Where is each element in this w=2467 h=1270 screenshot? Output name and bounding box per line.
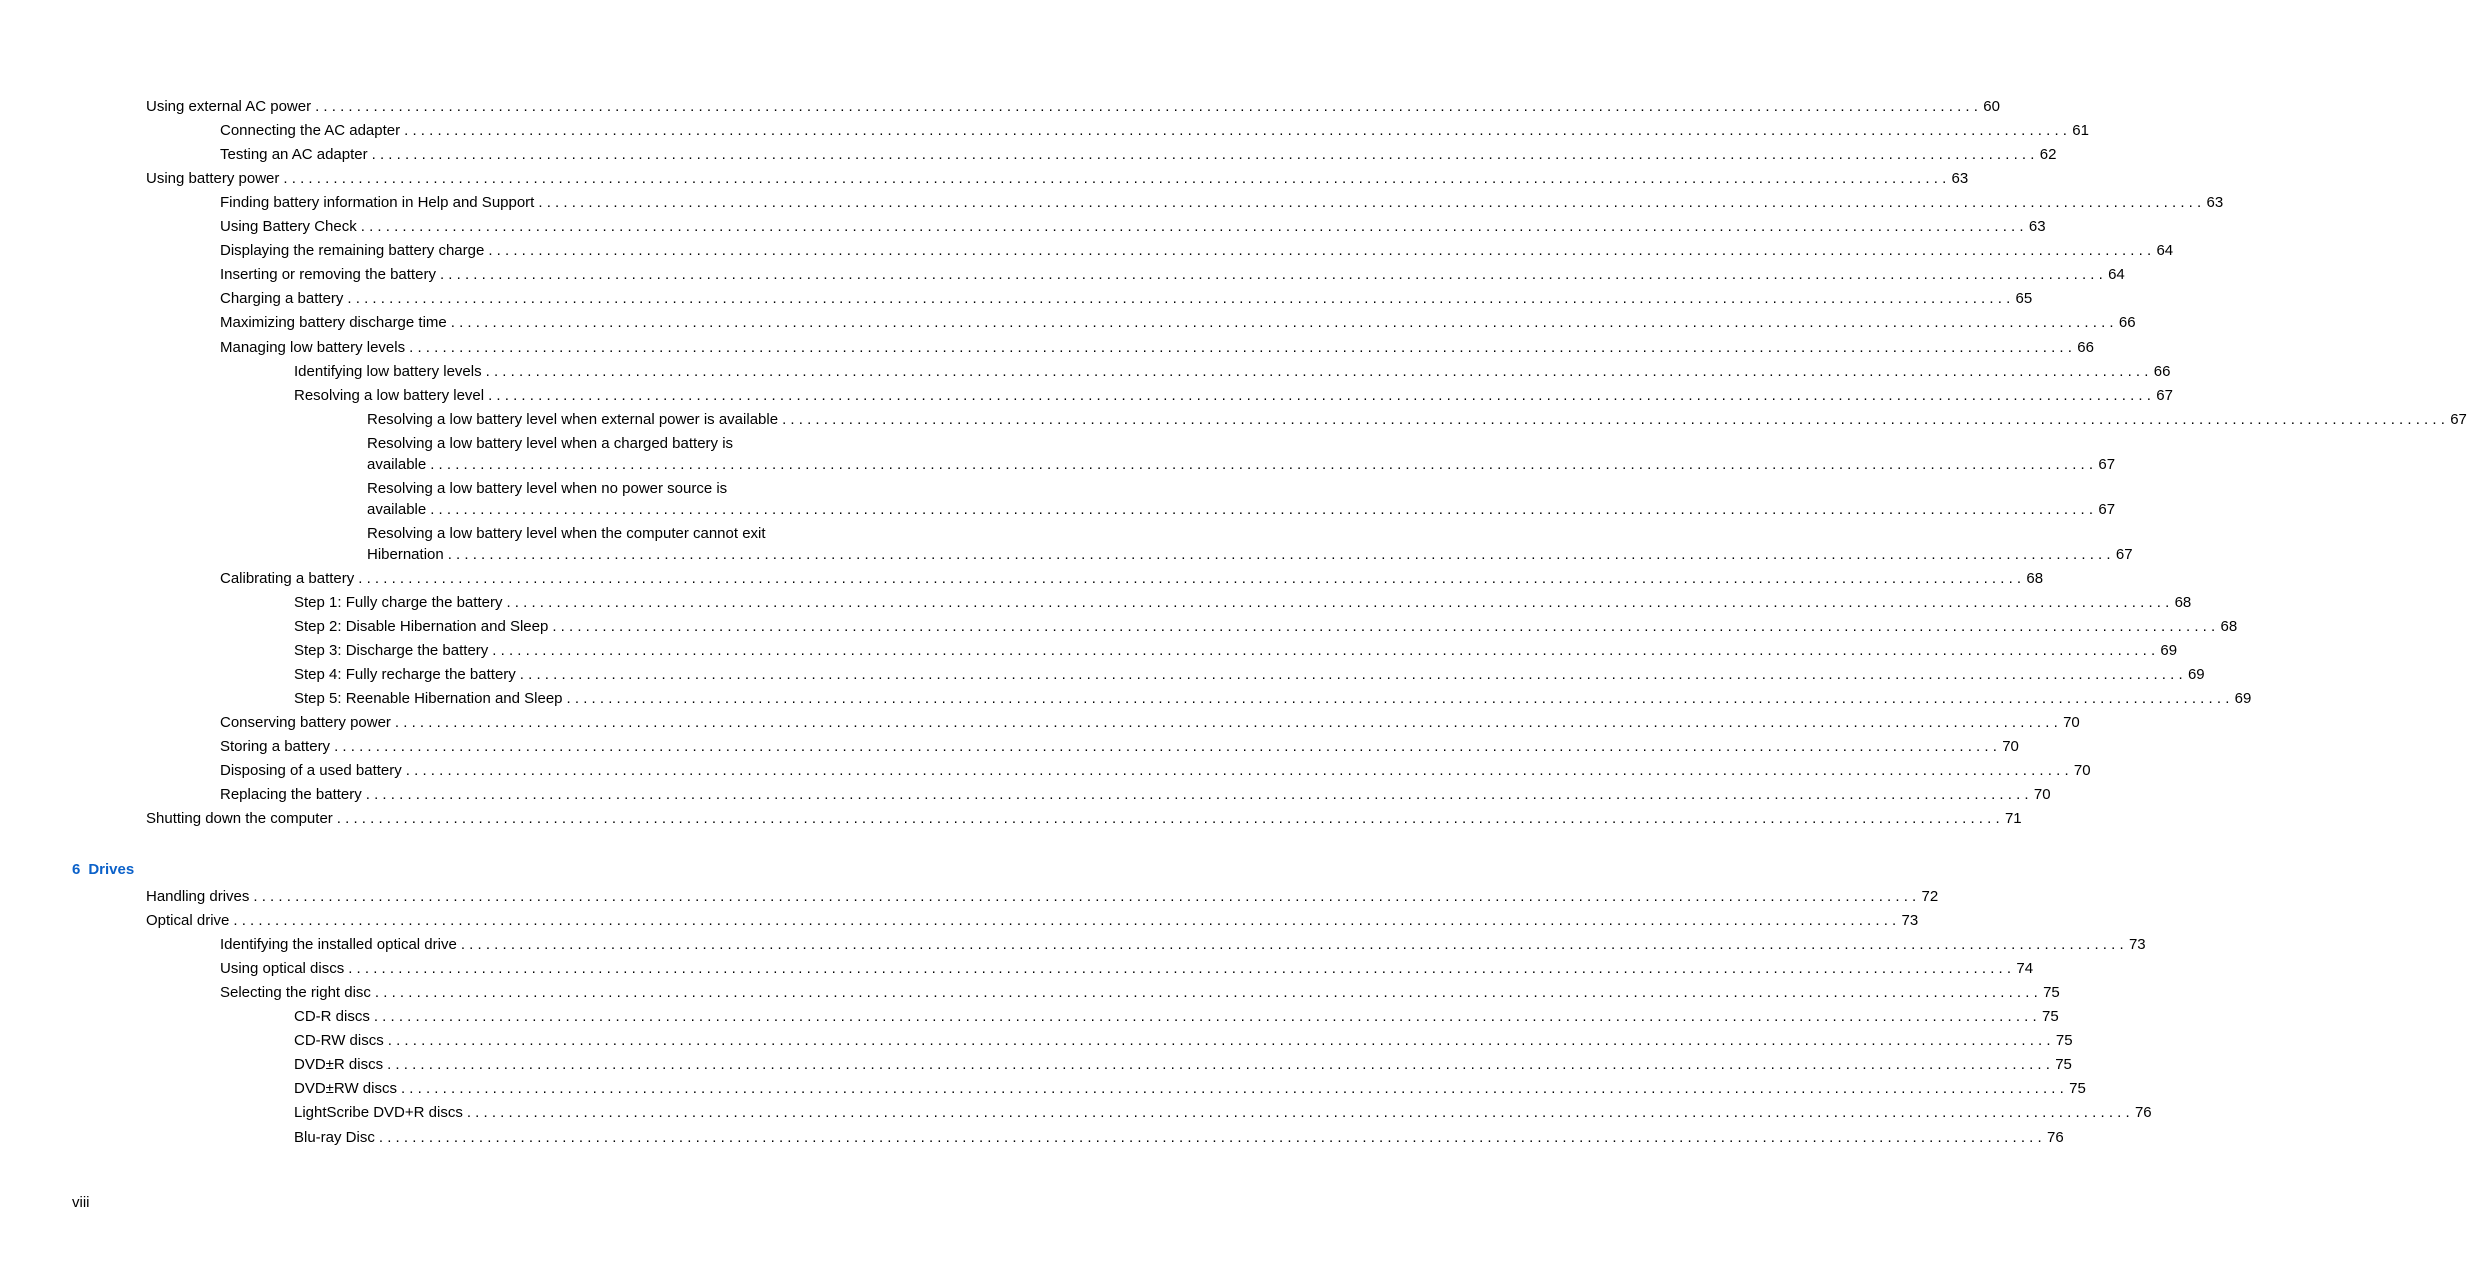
toc-page-number: 71 [2004,810,2022,828]
toc-entry[interactable] [220,288,2033,309]
toc-entry-title-continued: available [367,500,427,518]
dot-leader: . . . . . . . . . . . . . . . . . . . . . . . . . . . . . . . . . . . . . . . . . . . . . . . . . . . . . . . . . . . . . . . . . . . . . . . . . . . . . . . . . . . . . . . . . . . . . . . . . . . . . . . . . . . . . . . . . . . . . . . . . . . . . . . . . . . . . . . . . . . . . . . . . . . . . . . . . . . . . . . . . . . . . . . . . . . . . . . . . . . . . . . . . . . . . . . . . . . . . . . . [334,738,1997,756]
toc-page-number: 62 [2039,146,2057,164]
toc-entry[interactable] [294,385,2173,406]
toc-page-number: 72 [1921,888,1939,905]
toc-page-number: 75 [2041,1008,2059,1026]
dot-leader: . . . . . . . . . . . . . . . . . . . . . . . . . . . . . . . . . . . . . . . . . . . . . . . . . . . . . . . . . . . . . . . . . . . . . . . . . . . . . . . . . . . . . . . . . . . . . . . . . . . . . . . . . . . . . . . . . . . . . . . . . . . . . . . . . . . . . . . . . . . . . . . . . . . . . . . . . . . . . . . . . . . . . . . . . . . . . . . . . . . . . . . . . . . . . . . . . . . . . . . . [782,410,2445,428]
toc-entry[interactable] [146,910,1919,931]
toc-page-number: 76 [2134,1104,2152,1122]
toc-page-number: 70 [2002,738,2019,756]
toc-page-number: 74 [2016,960,2034,978]
dot-leader: . . . . . . . . . . . . . . . . . . . . . . . . . . . . . . . . . . . . . . . . . . . . . . . . . . . . . . . . . . . . . . . . . . . . . . . . . . . . . . . . . . . . . . . . . . . . . . . . . . . . . . . . . . . . . . . . . . . . . . . . . . . . . . . . . . . . . . . . . . . . . . . . . . . . . . . . . . . . . . . . . . . . . . . . . . . . . . . . . . . . . . . . . . . . . . . . . . . . . . . . [450,314,2114,332]
toc-entry-title: Inserting or removing the battery [220,266,436,284]
toc-entry[interactable] [294,1078,2086,1099]
toc-page-number: 70 [2073,762,2091,780]
dot-leader: . . . . . . . . . . . . . . . . . . . . . . . . . . . . . . . . . . . . . . . . . . . . . . . . . . . . . . . . . . . . . . . . . . . . . . . . . . . . . . . . . . . . . . . . . . . . . . . . . . . . . . . . . . . . . . . . . . . . . . . . . . . . . . . . . . . . . . . . . . . . . . . . . . . . . . . . . . . . . . . . . . . . . . . . . . . . . . . . . . . . . . . . . . . . . . . . . . . . . . . . [400,1080,2064,1098]
toc-entry[interactable] [294,592,2192,613]
toc-entry-title: DVD±RW discs [294,1080,397,1098]
dot-leader: . . . . . . . . . . . . . . . . . . . . . . . . . . . . . . . . . . . . . . . . . . . . . . . . . . . . . . . . . . . . . . . . . . . . . . . . . . . . . . . . . . . . . . . . . . . . . . . . . . . . . . . . . . . . . . . . . . . . . . . . . . . . . . . . . . . . . . . . . . . . . . . . . . . . . . . . . . . . . . . . . . . . . . . . . . . . . . . . . . . . . . . . . . . . . . . . . . . . . . . . [371,146,2035,164]
dot-leader: . . . . . . . . . . . . . . . . . . . . . . . . . . . . . . . . . . . . . . . . . . . . . . . . . . . . . . . . . . . . . . . . . . . . . . . . . . . . . . . . . . . . . . . . . . . . . . . . . . . . . . . . . . . . . . . . . . . . . . . . . . . . . . . . . . . . . . . . . . . . . . . . . . . . . . . . . . . . . . . . . . . . . . . . . . . . . . . . . . . . . . . . . . . . . . . . . . . . . . . . [439,266,2103,284]
toc-page-number: 73 [1901,912,1919,930]
dot-leader: . . . . . . . . . . . . . . . . . . . . . . . . . . . . . . . . . . . . . . . . . . . . . . . . . . . . . . . . . . . . . . . . . . . . . . . . . . . . . . . . . . . . . . . . . . . . . . . . . . . . . . . . . . . . . . . . . . . . . . . . . . . . . . . . . . . . . . . . . . . . . . . . . . . . . . . . . . . . . . . . . . . . . . . . . . . . . . . . . . . . . . . . . . . . . . . . . . . . . . . . [466,1104,2130,1122]
toc-page-number: 73 [2128,936,2146,954]
toc-entry[interactable] [220,120,2089,141]
toc-page-number: 63 [1951,170,1969,188]
toc-entry-title: Storing a battery [220,738,331,756]
toc-page-number: 67 [2115,545,2133,563]
dot-leader: . . . . . . . . . . . . . . . . . . . . . . . . . . . . . . . . . . . . . . . . . . . . . . . . . . . . . . . . . . . . . . . . . . . . . . . . . . . . . . . . . . . . . . . . . . . . . . . . . . . . . . . . . . . . . . . . . . . . . . . . . . . . . . . . . . . . . . . . . . . . . . . . . . . . . . . . . . . . . . . . . . . . . . . . . . . . . . . . . . . . . . . . . . . . . . . . . . . . . . . . [538,194,2202,212]
toc-entry-title: Using battery power [146,170,280,188]
dot-leader: . . . . . . . . . . . . . . . . . . . . . . . . . . . . . . . . . . . . . . . . . . . . . . . . . . . . . . . . . . . . . . . . . . . . . . . . . . . . . . . . . . . . . . . . . . . . . . . . . . . . . . . . . . . . . . . . . . . . . . . . . . . . . . . . . . . . . . . . . . . . . . . . . . . . . . . . . . . . . . . . . . . . . . . . . . . . . . . . . . . . . . . . . . . . . . . . . . . . . . . . [485,362,2149,380]
toc-page-number: 70 [2063,714,2080,732]
toc-entry-title: Testing an AC adapter [220,146,368,164]
toc-entry-title: Using optical discs [220,960,345,978]
toc-entry[interactable] [294,1030,2073,1051]
dot-leader: . . . . . . . . . . . . . . . . . . . . . . . . . . . . . . . . . . . . . . . . . . . . . . . . . . . . . . . . . . . . . . . . . . . . . . . . . . . . . . . . . . . . . . . . . . . . . . . . . . . . . . . . . . . . . . . . . . . . . . . . . . . . . . . . . . . . . . . . . . . . . . . . . . . . . . . . . . . . . . . . . . . . . . . . . . . . . . . . . . . . . . . . . . . . . . . . . . . . . . . . [404,122,2067,140]
toc-entry-title-continued: Hibernation [367,545,444,563]
dot-leader: . . . . . . . . . . . . . . . . . . . . . . . . . . . . . . . . . . . . . . . . . . . . . . . . . . . . . . . . . . . . . . . . . . . . . . . . . . . . . . . . . . . . . . . . . . . . . . . . . . . . . . . . . . . . . . . . . . . . . . . . . . . . . . . . . . . . . . . . . . . . . . . . . . . . . . . . . . . . . . . . . . . . . . . . . . . . . . . . . . . . . . . . . . . . . . . . . . . . . . . . [394,714,2058,732]
toc-entry-title: Handling drives [146,888,250,905]
dot-leader: . . . . . . . . . . . . . . . . . . . . . . . . . . . . . . . . . . . . . . . . . . . . . . . . . . . . . . . . . . . . . . . . . . . . . . . . . . . . . . . . . . . . . . . . . . . . . . . . . . . . . . . . . . . . . . . . . . . . . . . . . . . . . . . . . . . . . . . . . . . . . . . . . . . . . . . . . . . . . . . . . . . . . . . . . . . . . . . . . . . . . . . . . . . . . . . . . . . . . . . . [405,762,2069,780]
toc-entry-title: Resolving a low battery level [294,386,485,404]
toc-page-number: 63 [2206,194,2224,212]
dot-leader: . . . . . . . . . . . . . . . . . . . . . . . . . . . . . . . . . . . . . . . . . . . . . . . . . . . . . . . . . . . . . . . . . . . . . . . . . . . . . . . . . . . . . . . . . . . . . . . . . . . . . . . . . . . . . . . . . . . . . . . . . . . . . . . . . . . . . . . . . . . . . . . . . . . . . . . . . . . . . . . . . . . . . . . . . . . . . . . . . . . . . . . . . . . . . . . . . . . . . . . . [566,690,2230,708]
dot-leader: . . . . . . . . . . . . . . . . . . . . . . . . . . . . . . . . . . . . . . . . . . . . . . . . . . . . . . . . . . . . . . . . . . . . . . . . . . . . . . . . . . . . . . . . . . . . . . . . . . . . . . . . . . . . . . . . . . . . . . . . . . . . . . . . . . . . . . . . . . . . . . . . . . . . . . . . . . . . . . . . . . . . . . . . . . . . . . . . . . . . . . . . . . . . . . . . . . . . . . . . [365,786,2029,804]
dot-leader: . . . . . . . . . . . . . . . . . . . . . . . . . . . . . . . . . . . . . . . . . . . . . . . . . . . . . . . . . . . . . . . . . . . . . . . . . . . . . . . . . . . . . . . . . . . . . . . . . . . . . . . . . . . . . . . . . . . . . . . . . . . . . . . . . . . . . . . . . . . . . . . . . . . . . . . . . . . . . . . . . . . . . . . . . . . . . . . . . . . . . . . . . . . . . . . . . . . . . . . . [233,912,1897,930]
dot-leader: . . . . . . . . . . . . . . . . . . . . . . . . . . . . . . . . . . . . . . . . . . . . . . . . . . . . . . . . . . . . . . . . . . . . . . . . . . . . . . . . . . . . . . . . . . . . . . . . . . . . . . . . . . . . . . . . . . . . . . . . . . . . . . . . . . . . . . . . . . . . . . . . . . . . . . . . . . . . . . . . . . . . . . . . . . . . . . . . . . . . . . . . . . . . . . . . . . . . . . . . [387,1056,2050,1074]
toc-entry-title: LightScribe DVD+R discs [294,1104,463,1122]
toc-page-number: 68 [2026,569,2044,587]
dot-leader: . . . . . . . . . . . . . . . . . . . . . . . . . . . . . . . . . . . . . . . . . . . . . . . . . . . . . . . . . . . . . . . . . . . . . . . . . . . . . . . . . . . . . . . . . . . . . . . . . . . . . . . . . . . . . . . . . . . . . . . . . . . . . . . . . . . . . . . . . . . . . . . . . . . . . . . . . . . . . . . . . . . . . . . . . . . . . . . . . . . . . . . . . . . . . . . . . . . . . . . . [552,617,2216,635]
toc-entry[interactable] [220,312,2136,333]
toc-entry[interactable] [220,712,2080,733]
toc-page-number: 67 [2098,500,2116,518]
toc-page-number: 68 [2220,617,2238,635]
toc-entry-title: Maximizing battery discharge time [220,314,447,332]
dot-leader: . . . . . . . . . . . . . . . . . . . . . . . . . . . . . . . . . . . . . . . . . . . . . . . . . . . . . . . . . . . . . . . . . . . . . . . . . . . . . . . . . . . . . . . . . . . . . . . . . . . . . . . . . . . . . . . . . . . . . . . . . . . . . . . . . . . . . . . . . . . . . . . . . . . . . . . . . . . . . . . . . . . . . . . . . . . . . . . . . . . . . . . . . . . . . . . . . . . . . . . . [519,666,2183,684]
dot-leader: . . . . . . . . . . . . . . . . . . . . . . . . . . . . . . . . . . . . . . . . . . . . . . . . . . . . . . . . . . . . . . . . . . . . . . . . . . . . . . . . . . . . . . . . . . . . . . . . . . . . . . . . . . . . . . . . . . . . . . . . . . . . . . . . . . . . . . . . . . . . . . . . . . . . . . . . . . . . . . . . . . . . . . . . . . . . . . . . . . . . . . . . . . . . . . . . . . . . . . . . [460,936,2124,954]
dot-leader: . . . . . . . . . . . . . . . . . . . . . . . . . . . . . . . . . . . . . . . . . . . . . . . . . . . . . . . . . . . . . . . . . . . . . . . . . . . . . . . . . . . . . . . . . . . . . . . . . . . . . . . . . . . . . . . . . . . . . . . . . . . . . . . . . . . . . . . . . . . . . . . . . . . . . . . . . . . . . . . . . . . . . . . . . . . . . . . . . . . . . . . . . . . . . . . . . . . . . . . . [315,98,1978,115]
toc-page-number: 69 [2187,666,2205,684]
chapter-heading[interactable] [72,859,134,880]
toc-entry-title: Step 5: Reenable Hibernation and Sleep [294,690,563,708]
toc-page-number: 75 [2043,984,2060,1002]
toc-entry-title: Resolving a low battery level when no power source is [367,479,728,497]
toc-entry-title: Disposing of a used battery [220,762,402,780]
page-number-footer: viii [72,1194,90,1211]
toc-entry-title: Finding battery information in Help and Support [220,194,535,212]
toc-page-number: 61 [2072,122,2089,140]
toc-entry[interactable] [220,568,2044,589]
toc-entry-title: Using Battery Check [220,218,357,236]
toc-entry[interactable] [220,934,2146,955]
dot-leader: . . . . . . . . . . . . . . . . . . . . . . . . . . . . . . . . . . . . . . . . . . . . . . . . . . . . . . . . . . . . . . . . . . . . . . . . . . . . . . . . . . . . . . . . . . . . . . . . . . . . . . . . . . . . . . . . . . . . . . . . . . . . . . . . . . . . . . . . . . . . . . . . . . . . . . . . . . . . . . . . . . . . . . . . . . . . . . . . . . . . . . . . . . . . . . . . . . . . . . . . [336,810,2000,828]
dot-leader: . . . . . . . . . . . . . . . . . . . . . . . . . . . . . . . . . . . . . . . . . . . . . . . . . . . . . . . . . . . . . . . . . . . . . . . . . . . . . . . . . . . . . . . . . . . . . . . . . . . . . . . . . . . . . . . . . . . . . . . . . . . . . . . . . . . . . . . . . . . . . . . . . . . . . . . . . . . . . . . . . . . . . . . . . . . . . . . . . . . . . . . . . . . . . . . . . . . . . . . . [430,455,2094,473]
toc-page-number: 65 [2015,290,2033,308]
toc-entry-title: CD-RW discs [294,1032,384,1050]
toc-entry[interactable] [220,240,2174,261]
toc-entry[interactable] [294,664,2205,685]
dot-leader: . . . . . . . . . . . . . . . . . . . . . . . . . . . . . . . . . . . . . . . . . . . . . . . . . . . . . . . . . . . . . . . . . . . . . . . . . . . . . . . . . . . . . . . . . . . . . . . . . . . . . . . . . . . . . . . . . . . . . . . . . . . . . . . . . . . . . . . . . . . . . . . . . . . . . . . . . . . . . . . . . . . . . . . . . . . . . . . . . . . . . . . . . . . . . . . . . . . . . . . . [348,960,2012,978]
dot-leader: . . . . . . . . . . . . . . . . . . . . . . . . . . . . . . . . . . . . . . . . . . . . . . . . . . . . . . . . . . . . . . . . . . . . . . . . . . . . . . . . . . . . . . . . . . . . . . . . . . . . . . . . . . . . . . . . . . . . . . . . . . . . . . . . . . . . . . . . . . . . . . . . . . . . . . . . . . . . . . . . . . . . . . . . . . . . . . . . . . . . . . . . . . . . . . . . . . . . . . . . [373,1008,2037,1026]
toc-entry[interactable] [220,784,2051,805]
toc-entry[interactable] [220,192,2224,213]
toc-entry-title: Step 1: Fully charge the battery [294,593,503,611]
toc-entry[interactable] [294,1006,2059,1027]
toc-entry-title: Managing low battery levels [220,338,406,356]
toc-entry-title: Displaying the remaining battery charge [220,242,485,260]
toc-page-number: 67 [2450,410,2467,428]
toc-entry-title: DVD±R discs [294,1056,384,1074]
toc-page-number: 66 [2118,314,2136,332]
toc-entry[interactable] [294,688,2252,709]
dot-leader: . . . . . . . . . . . . . . . . . . . . . . . . . . . . . . . . . . . . . . . . . . . . . . . . . . . . . . . . . . . . . . . . . . . . . . . . . . . . . . . . . . . . . . . . . . . . . . . . . . . . . . . . . . . . . . . . . . . . . . . . . . . . . . . . . . . . . . . . . . . . . . . . . . . . . . . . . . . . . . . . . . . . . . . . . . . . . . . . . . . . . . . . . . . . . . . . . . . . . . . . [253,888,1917,905]
dot-leader: . . . . . . . . . . . . . . . . . . . . . . . . . . . . . . . . . . . . . . . . . . . . . . . . . . . . . . . . . . . . . . . . . . . . . . . . . . . . . . . . . . . . . . . . . . . . . . . . . . . . . . . . . . . . . . . . . . . . . . . . . . . . . . . . . . . . . . . . . . . . . . . . . . . . . . . . . . . . . . . . . . . . . . . . . . . . . . . . . . . . . . . . . . . . . . . . . . . . . . . . [447,545,2111,563]
toc-entry-title: Step 3: Discharge the battery [294,642,489,659]
toc-entry-title: Resolving a low battery level when external power is available [367,410,779,428]
dot-leader: . . . . . . . . . . . . . . . . . . . . . . . . . . . . . . . . . . . . . . . . . . . . . . . . . . . . . . . . . . . . . . . . . . . . . . . . . . . . . . . . . . . . . . . . . . . . . . . . . . . . . . . . . . . . . . . . . . . . . . . . . . . . . . . . . . . . . . . . . . . . . . . . . . . . . . . . . . . . . . . . . . . . . . . . . . . . . . . . . . . . . . . . . . . . . . . . . . . . . . . . [283,170,1947,188]
dot-leader: . . . . . . . . . . . . . . . . . . . . . . . . . . . . . . . . . . . . . . . . . . . . . . . . . . . . . . . . . . . . . . . . . . . . . . . . . . . . . . . . . . . . . . . . . . . . . . . . . . . . . . . . . . . . . . . . . . . . . . . . . . . . . . . . . . . . . . . . . . . . . . . . . . . . . . . . . . . . . . . . . . . . . . . . . . . . . . . . . . . . . . . . . . . . . . . . . . . . . . . . [492,642,2156,659]
toc-entry-title: Connecting the AC adapter [220,122,401,140]
dot-leader: . . . . . . . . . . . . . . . . . . . . . . . . . . . . . . . . . . . . . . . . . . . . . . . . . . . . . . . . . . . . . . . . . . . . . . . . . . . . . . . . . . . . . . . . . . . . . . . . . . . . . . . . . . . . . . . . . . . . . . . . . . . . . . . . . . . . . . . . . . . . . . . . . . . . . . . . . . . . . . . . . . . . . . . . . . . . . . . . . . . . . . . . . . . . . . . . . . . . . . . . [374,984,2038,1002]
toc-entry[interactable] [146,886,1939,907]
toc-entry-title: Calibrating a battery [220,569,355,587]
dot-leader: . . . . . . . . . . . . . . . . . . . . . . . . . . . . . . . . . . . . . . . . . . . . . . . . . . . . . . . . . . . . . . . . . . . . . . . . . . . . . . . . . . . . . . . . . . . . . . . . . . . . . . . . . . . . . . . . . . . . . . . . . . . . . . . . . . . . . . . . . . . . . . . . . . . . . . . . . . . . . . . . . . . . . . . . . . . . . . . . . . . . . . . . . . . . . . . . . . . . . . . . [347,290,2011,308]
dot-leader: . . . . . . . . . . . . . . . . . . . . . . . . . . . . . . . . . . . . . . . . . . . . . . . . . . . . . . . . . . . . . . . . . . . . . . . . . . . . . . . . . . . . . . . . . . . . . . . . . . . . . . . . . . . . . . . . . . . . . . . . . . . . . . . . . . . . . . . . . . . . . . . . . . . . . . . . . . . . . . . . . . . . . . . . . . . . . . . . . . . . . . . . . . . . . . . . . . . . . . . . [378,1128,2042,1146]
toc-entry[interactable] [220,982,2060,1003]
toc-entry-title: Resolving a low battery level when the computer cannot exit [367,524,766,542]
toc-entry[interactable] [220,337,2094,358]
toc-page-number: 75 [2069,1080,2086,1098]
toc-entry[interactable] [294,1127,2064,1148]
toc-entry-title: Identifying low battery levels [294,362,482,380]
toc-page-number: 64 [2108,266,2125,284]
toc-entry-title: Step 4: Fully recharge the battery [294,666,516,684]
toc-entry-title: Replacing the battery [220,786,362,804]
toc-page-number: 69 [2160,642,2178,659]
toc-page-number: 67 [2156,386,2173,404]
toc-entry[interactable] [367,478,2116,520]
toc-page-number: 75 [2055,1056,2072,1074]
dot-leader: . . . . . . . . . . . . . . . . . . . . . . . . . . . . . . . . . . . . . . . . . . . . . . . . . . . . . . . . . . . . . . . . . . . . . . . . . . . . . . . . . . . . . . . . . . . . . . . . . . . . . . . . . . . . . . . . . . . . . . . . . . . . . . . . . . . . . . . . . . . . . . . . . . . . . . . . . . . . . . . . . . . . . . . . . . . . . . . . . . . . . . . . . . . . . . . . . . . . . . . . [430,500,2094,518]
toc-page-number: 68 [2174,593,2192,611]
toc-entry[interactable] [294,640,2178,661]
toc-entry[interactable] [220,144,2057,165]
toc-page-number: 66 [2077,338,2094,356]
dot-leader: . . . . . . . . . . . . . . . . . . . . . . . . . . . . . . . . . . . . . . . . . . . . . . . . . . . . . . . . . . . . . . . . . . . . . . . . . . . . . . . . . . . . . . . . . . . . . . . . . . . . . . . . . . . . . . . . . . . . . . . . . . . . . . . . . . . . . . . . . . . . . . . . . . . . . . . . . . . . . . . . . . . . . . . . . . . . . . . . . . . . . . . . . . . . . . . . . . . . . . . . [488,386,2151,404]
toc-entry[interactable] [220,736,2019,757]
toc-entry[interactable] [367,433,2116,475]
toc-entry-title: Charging a battery [220,290,344,308]
toc-entry-title: Optical drive [146,912,230,930]
toc-entry-title: Shutting down the computer [146,810,333,828]
chapter-number: 6 [72,861,81,878]
toc-page-number: 63 [2028,218,2046,236]
toc-entry[interactable] [367,523,2133,565]
toc-entry-title: Selecting the right disc [220,984,371,1002]
toc-entry-title: Using external AC power [146,98,312,115]
toc-entry-title: Identifying the installed optical drive [220,936,457,954]
dot-leader: . . . . . . . . . . . . . . . . . . . . . . . . . . . . . . . . . . . . . . . . . . . . . . . . . . . . . . . . . . . . . . . . . . . . . . . . . . . . . . . . . . . . . . . . . . . . . . . . . . . . . . . . . . . . . . . . . . . . . . . . . . . . . . . . . . . . . . . . . . . . . . . . . . . . . . . . . . . . . . . . . . . . . . . . . . . . . . . . . . . . . . . . . . . . . . . . . . . . . . . . [358,569,2022,587]
toc-entry-title: Step 2: Disable Hibernation and Sleep [294,617,549,635]
dot-leader: . . . . . . . . . . . . . . . . . . . . . . . . . . . . . . . . . . . . . . . . . . . . . . . . . . . . . . . . . . . . . . . . . . . . . . . . . . . . . . . . . . . . . . . . . . . . . . . . . . . . . . . . . . . . . . . . . . . . . . . . . . . . . . . . . . . . . . . . . . . . . . . . . . . . . . . . . . . . . . . . . . . . . . . . . . . . . . . . . . . . . . . . . . . . . . . . . . . . . . . . [360,218,2024,236]
toc-entry-title: Conserving battery power [220,714,391,732]
toc-entry-title: Resolving a low battery level when a charged battery is [367,434,734,452]
toc-entry[interactable] [294,616,2238,637]
toc-page-number: 60 [1983,98,2000,115]
toc-page-number: 70 [2033,786,2051,804]
toc-entry[interactable] [146,168,1969,189]
toc-entry-title: Blu-ray Disc [294,1128,375,1146]
toc-entry[interactable] [294,1102,2152,1123]
toc-entry[interactable] [220,264,2125,285]
dot-leader: . . . . . . . . . . . . . . . . . . . . . . . . . . . . . . . . . . . . . . . . . . . . . . . . . . . . . . . . . . . . . . . . . . . . . . . . . . . . . . . . . . . . . . . . . . . . . . . . . . . . . . . . . . . . . . . . . . . . . . . . . . . . . . . . . . . . . . . . . . . . . . . . . . . . . . . . . . . . . . . . . . . . . . . . . . . . . . . . . . . . . . . . . . . . . . . . . . . . . . . . [488,242,2152,260]
toc-entry[interactable] [367,409,2467,430]
toc-entry[interactable] [146,96,2000,117]
toc-entry-title-continued: available [367,455,427,473]
toc-entry[interactable] [220,760,2091,781]
toc-entry-title: CD-R discs [294,1008,370,1026]
toc-entry[interactable] [220,958,2034,979]
chapter-title: Drives [88,861,135,878]
toc-page-number: 76 [2047,1128,2064,1146]
toc-page-number: 64 [2156,242,2174,260]
toc-page-number: 75 [2055,1032,2073,1050]
toc-entry[interactable] [146,808,2022,829]
dot-leader: . . . . . . . . . . . . . . . . . . . . . . . . . . . . . . . . . . . . . . . . . . . . . . . . . . . . . . . . . . . . . . . . . . . . . . . . . . . . . . . . . . . . . . . . . . . . . . . . . . . . . . . . . . . . . . . . . . . . . . . . . . . . . . . . . . . . . . . . . . . . . . . . . . . . . . . . . . . . . . . . . . . . . . . . . . . . . . . . . . . . . . . . . . . . . . . . . . . . . . . . [506,593,2170,611]
dot-leader: . . . . . . . . . . . . . . . . . . . . . . . . . . . . . . . . . . . . . . . . . . . . . . . . . . . . . . . . . . . . . . . . . . . . . . . . . . . . . . . . . . . . . . . . . . . . . . . . . . . . . . . . . . . . . . . . . . . . . . . . . . . . . . . . . . . . . . . . . . . . . . . . . . . . . . . . . . . . . . . . . . . . . . . . . . . . . . . . . . . . . . . . . . . . . . . . . . . . . . . . [387,1032,2051,1050]
toc-page-number: 69 [2234,690,2252,708]
dot-leader: . . . . . . . . . . . . . . . . . . . . . . . . . . . . . . . . . . . . . . . . . . . . . . . . . . . . . . . . . . . . . . . . . . . . . . . . . . . . . . . . . . . . . . . . . . . . . . . . . . . . . . . . . . . . . . . . . . . . . . . . . . . . . . . . . . . . . . . . . . . . . . . . . . . . . . . . . . . . . . . . . . . . . . . . . . . . . . . . . . . . . . . . . . . . . . . . . . . . . . . . [409,338,2072,356]
toc-page-number: 66 [2153,362,2171,380]
toc-entry[interactable] [294,361,2171,382]
toc-entry[interactable] [220,216,2046,237]
toc-entry[interactable] [294,1054,2072,1075]
toc-page-number: 67 [2098,455,2116,473]
